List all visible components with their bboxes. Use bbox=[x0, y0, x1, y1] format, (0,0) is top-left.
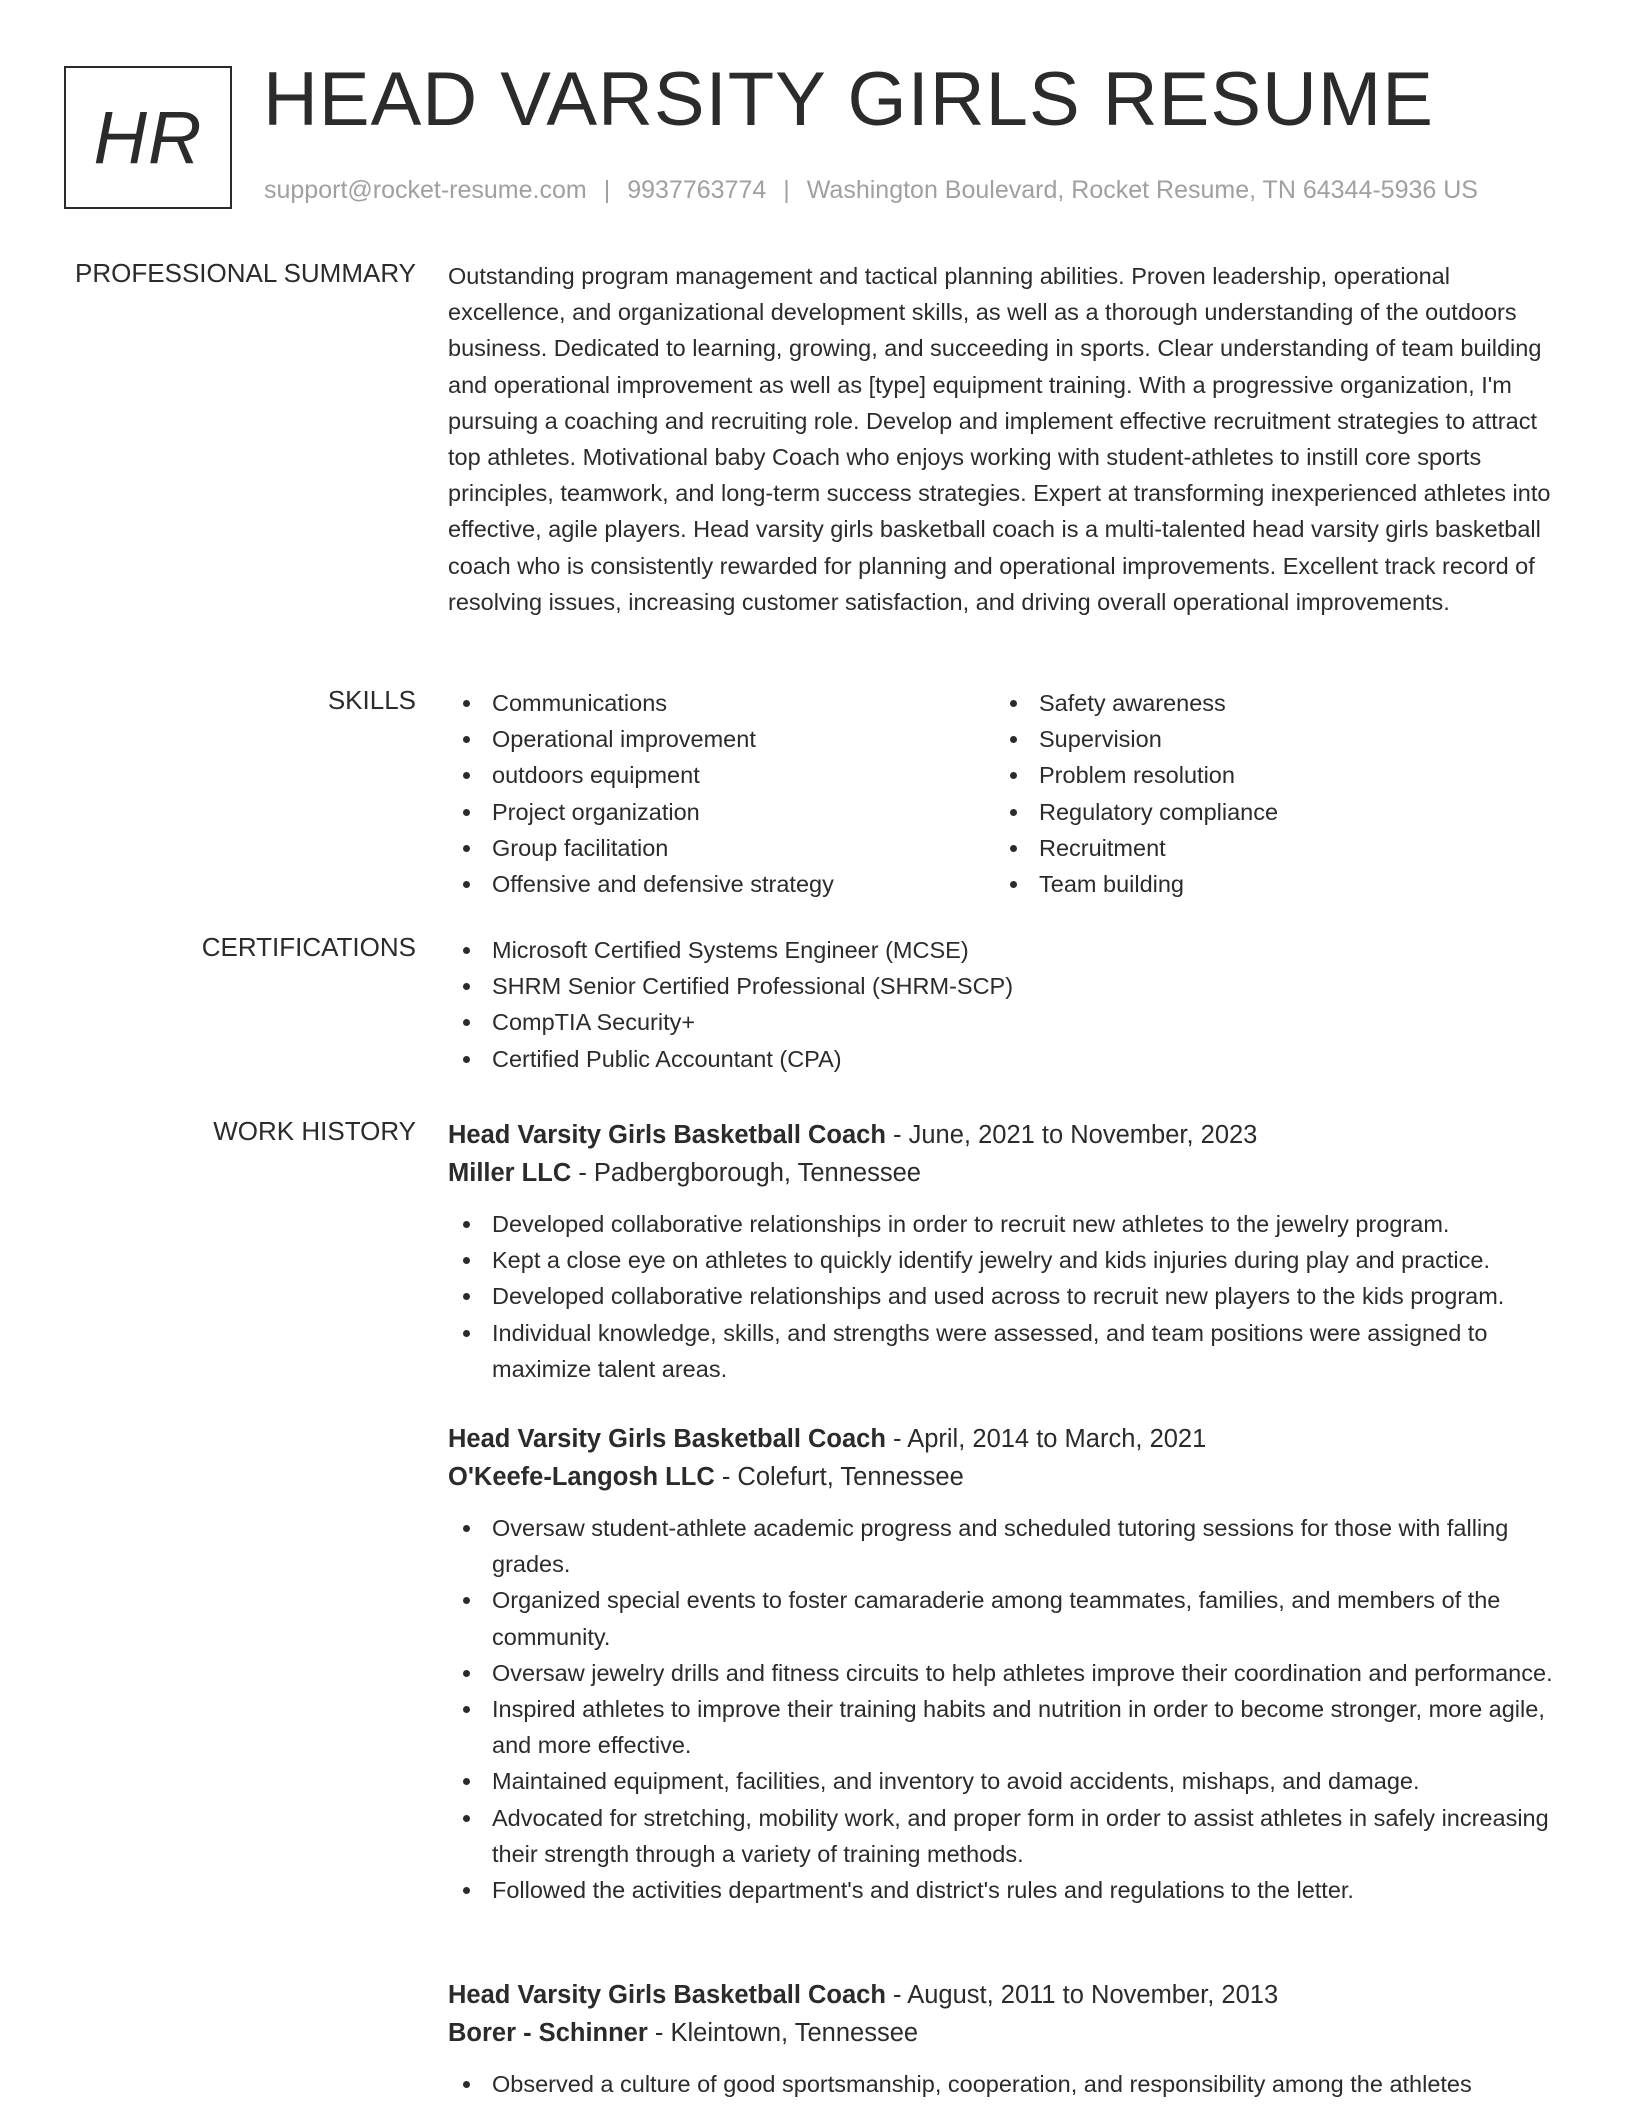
certification-item: CompTIA Security+ bbox=[448, 1004, 1568, 1040]
certification-item: SHRM Senior Certified Professional (SHRM-SCP) bbox=[448, 968, 1568, 1004]
job-location: - Kleintown, Tennessee bbox=[647, 2019, 919, 2047]
skill-item: Recruitment bbox=[995, 830, 1535, 866]
job-location: - Padbergborough, Tennessee bbox=[571, 1159, 921, 1187]
job-company-line bbox=[448, 1154, 1568, 1192]
job-company-line bbox=[448, 2014, 1568, 2052]
job-company: Borer - Schinner bbox=[448, 2019, 648, 2047]
monogram-initials: HR bbox=[93, 96, 203, 179]
job-dates: - April, 2014 to March, 2021 bbox=[885, 1425, 1207, 1453]
skill-item: outdoors equipment bbox=[448, 757, 988, 793]
certifications-list bbox=[448, 932, 1568, 1077]
skill-item: Project organization bbox=[448, 794, 988, 830]
job-bullet: Developed collaborative relationships and used across to recruit new players to the kids program. bbox=[448, 1278, 1568, 1314]
job-bullet: Maintained equipment, facilities, and inventory to avoid accidents, mishaps, and damage. bbox=[448, 1763, 1568, 1799]
skill-item: Regulatory compliance bbox=[995, 794, 1535, 830]
job-dates: - August, 2011 to November, 2013 bbox=[885, 1981, 1279, 2009]
contact-phone[interactable]: 9937763774 bbox=[627, 176, 767, 204]
job-title-line bbox=[448, 1420, 1568, 1458]
job-bullets bbox=[448, 2066, 1568, 2102]
monogram-box bbox=[64, 66, 232, 209]
skill-item: Communications bbox=[448, 685, 988, 721]
job-title-line bbox=[448, 1116, 1568, 1154]
job-bullet: Advocated for stretching, mobility work, and proper form in order to assist athletes in safely increasing their strength through a variety of training methods. bbox=[448, 1800, 1568, 1872]
job-bullet: Organized special events to foster camaraderie among teammates, families, and members of the community. bbox=[448, 1582, 1568, 1654]
contact-separator: | bbox=[783, 176, 790, 204]
job-bullets bbox=[448, 1206, 1568, 1387]
job-company: O'Keefe-Langosh LLC bbox=[448, 1463, 715, 1491]
skill-item: Problem resolution bbox=[995, 757, 1535, 793]
skill-item: Team building bbox=[995, 866, 1535, 902]
job-title: Head Varsity Girls Basketball Coach bbox=[448, 1981, 886, 2009]
contact-address: Washington Boulevard, Rocket Resume, TN 64344-5936 US bbox=[806, 176, 1478, 204]
job-location: - Colefurt, Tennessee bbox=[714, 1463, 964, 1491]
job-bullet: Kept a close eye on athletes to quickly identify jewelry and kids injuries during play and practice. bbox=[448, 1242, 1568, 1278]
job-title: Head Varsity Girls Basketball Coach bbox=[448, 1121, 886, 1149]
contact-email[interactable]: support@rocket-resume.com bbox=[264, 176, 587, 204]
job-dates: - June, 2021 to November, 2023 bbox=[885, 1121, 1258, 1149]
certification-item: Microsoft Certified Systems Engineer (MCSE) bbox=[448, 932, 1568, 968]
job-company: Miller LLC bbox=[448, 1159, 572, 1187]
skill-item: Supervision bbox=[995, 721, 1535, 757]
skill-item: Safety awareness bbox=[995, 685, 1535, 721]
job-title-line bbox=[448, 1976, 1568, 2014]
certification-item: Certified Public Accountant (CPA) bbox=[448, 1041, 1568, 1077]
job-bullet: Inspired athletes to improve their training habits and nutrition in order to become stronger, more agile, and more effective. bbox=[448, 1691, 1568, 1763]
job-bullets bbox=[448, 1510, 1568, 1908]
resume-title: HEAD VARSITY GIRLS RESUME bbox=[263, 57, 1434, 142]
section-label-work-history: WORK HISTORY bbox=[213, 1116, 416, 1146]
contact-line bbox=[264, 176, 1478, 205]
job-bullet: Oversaw student-athlete academic progress and scheduled tutoring sessions for those with falling grades. bbox=[448, 1510, 1568, 1582]
job-bullet: Observed a culture of good sportsmanship, cooperation, and responsibility among the athletes bbox=[448, 2066, 1568, 2102]
summary-text: Outstanding program management and tactical planning abilities. Proven leadership, operational excellence, and organizational development skills, as well as a thorough understanding of the outdoors business. Dedicated to learning, growing, and succeeding in sports. Clear understanding of team building and operational improvement as well as [type] equipment training. With a progressive organization, I'm pursuing a coaching and recruiting role. Develop and implement effective recruitment strategies to attract top athletes. Motivational baby Coach who enjoys working with student-athletes to instill core sports principles, teamwork, and long-term success strategies. Expert at transforming inexperienced athletes into effective, agile players. Head varsity girls basketball coach is a multi-talented head varsity girls basketball coach who is consistently rewarded for planning and operational improvements. Excellent track record of resolving issues, increasing customer satisfaction, and driving overall operational improvements. bbox=[448, 263, 1551, 615]
section-label-skills: SKILLS bbox=[327, 685, 416, 715]
skills-list-right bbox=[995, 685, 1535, 902]
job-entry bbox=[448, 1976, 1568, 2102]
job-bullet: Developed collaborative relationships in order to recruit new athletes to the jewelry program. bbox=[448, 1206, 1568, 1242]
skill-item: Operational improvement bbox=[448, 721, 988, 757]
skill-item: Offensive and defensive strategy bbox=[448, 866, 988, 902]
section-label-summary: PROFESSIONAL SUMMARY bbox=[75, 258, 416, 288]
job-title: Head Varsity Girls Basketball Coach bbox=[448, 1425, 886, 1453]
contact-separator: | bbox=[603, 176, 611, 204]
skill-item: Group facilitation bbox=[448, 830, 988, 866]
skills-list-left bbox=[448, 685, 988, 902]
section-label-certifications: CERTIFICATIONS bbox=[201, 932, 416, 962]
job-entry bbox=[448, 1116, 1568, 1387]
job-entry bbox=[448, 1420, 1568, 1908]
job-bullet: Oversaw jewelry drills and fitness circuits to help athletes improve their coordination and performance. bbox=[448, 1655, 1568, 1691]
job-company-line bbox=[448, 1458, 1568, 1496]
job-bullet: Followed the activities department's and district's rules and regulations to the letter. bbox=[448, 1872, 1568, 1908]
job-bullet: Individual knowledge, skills, and strengths were assessed, and team positions were assigned to maximize talent areas. bbox=[448, 1315, 1568, 1387]
